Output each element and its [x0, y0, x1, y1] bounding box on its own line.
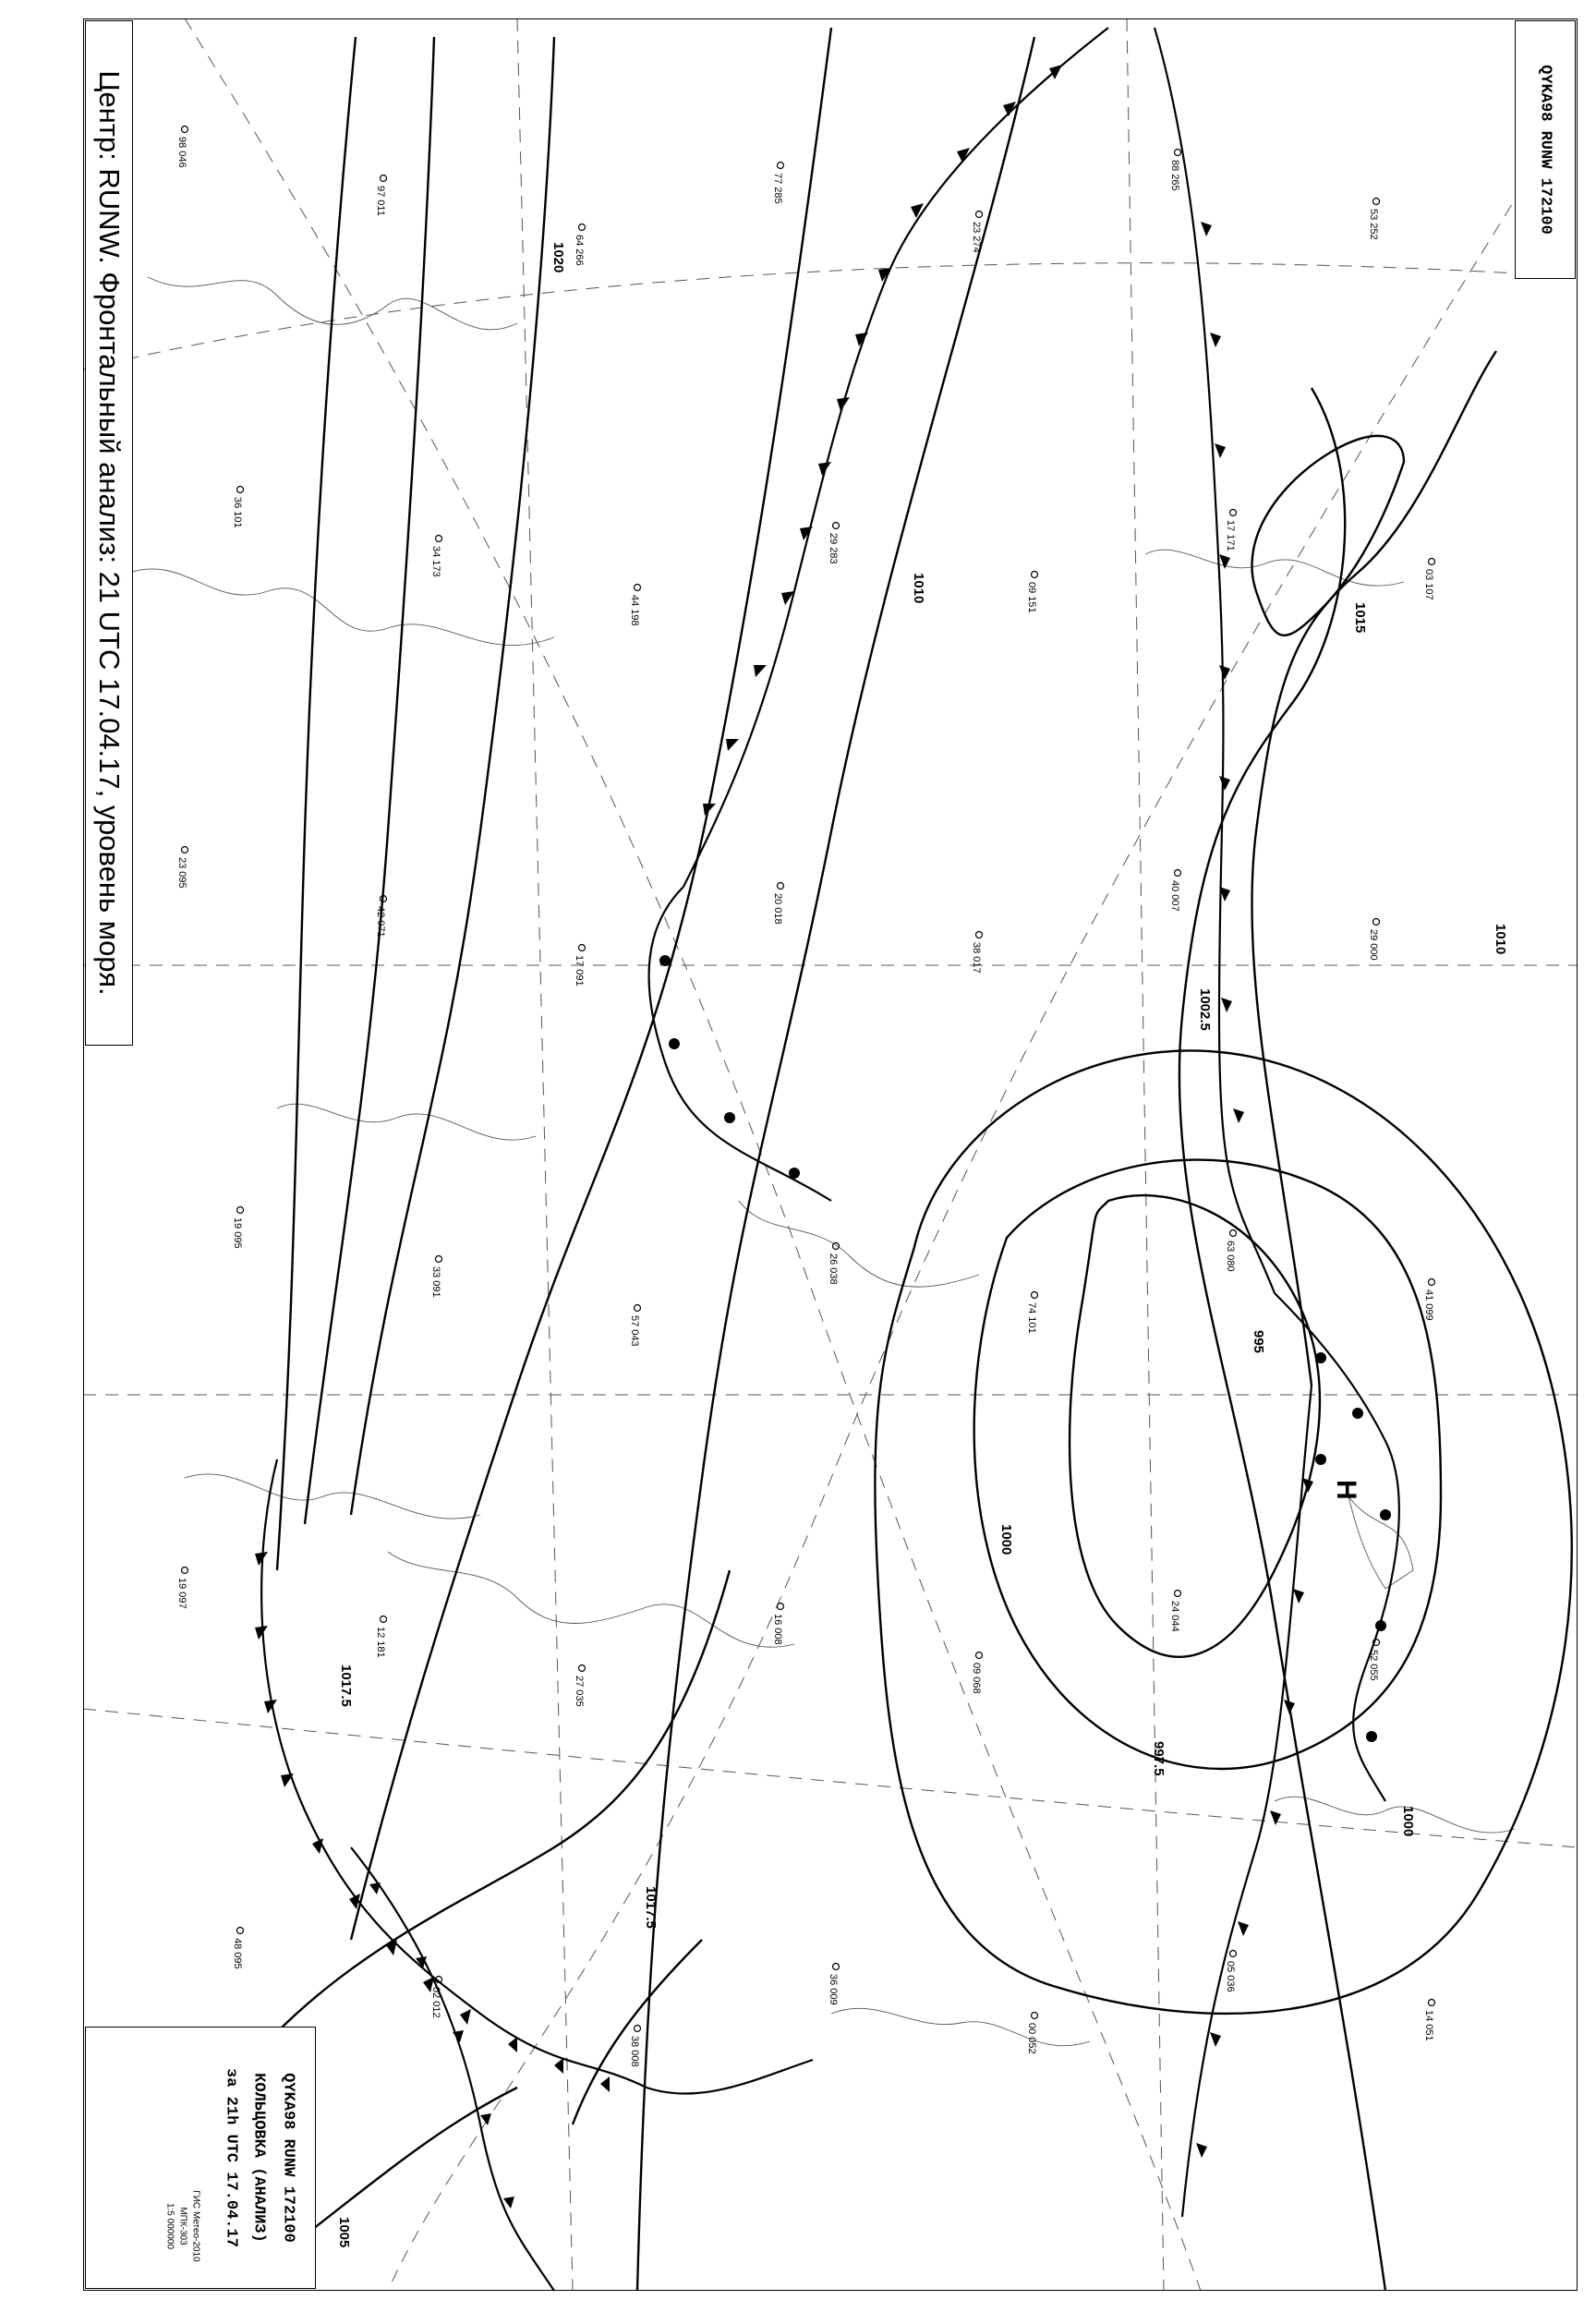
- isobar-label: 995: [1251, 1330, 1266, 1354]
- station-value: 36 009: [828, 1974, 839, 2005]
- station-value: 00 052: [1026, 2023, 1037, 2054]
- station-value: 44 198: [629, 595, 640, 626]
- station-value: 53 252: [1368, 209, 1379, 240]
- station-value: 12 181: [375, 1627, 386, 1658]
- station-value: 05 036: [1225, 1961, 1236, 1992]
- station-value: 38 008: [629, 2036, 640, 2067]
- info-software: ГИС Метео-2010: [190, 2190, 201, 2262]
- station-value: 23 274: [971, 222, 982, 253]
- station-value: 29 000: [1368, 929, 1379, 961]
- isobar-label: 1002.5: [1197, 988, 1213, 1031]
- station-value: 27 035: [574, 1676, 585, 1707]
- isobar-label: 1015: [1352, 602, 1368, 634]
- station-value: 02 012: [430, 1987, 441, 2018]
- station-value: 48 095: [232, 1938, 243, 1969]
- station-value: 41 099: [1423, 1289, 1434, 1321]
- info-code: QYKA98 RUNW 172100: [279, 2073, 297, 2243]
- station-value: 64 266: [574, 235, 585, 266]
- station-value: 09 151: [1026, 582, 1037, 613]
- isobar-label: 1017.5: [643, 1886, 659, 1929]
- station-value: 36 101: [232, 497, 243, 528]
- station-value: 23 095: [176, 857, 187, 889]
- isobar-label: 1017.5: [338, 1664, 354, 1707]
- station-value: 17 091: [574, 955, 585, 987]
- station-value: 97 011: [375, 186, 386, 216]
- station-value: 88 265: [1169, 160, 1180, 191]
- station-value: 63 080: [1225, 1241, 1236, 1272]
- info-product: КОЛЬЦОВКА (АНАЛИЗ): [249, 2073, 268, 2243]
- station-value: 98 046: [176, 137, 187, 168]
- isobar-label: 1000: [998, 1524, 1014, 1556]
- isobar-label: 997.5: [1151, 1741, 1167, 1776]
- station-value: 26 038: [828, 1253, 839, 1285]
- bulletin-code: QYKA98 RUNW 172100: [1536, 65, 1554, 235]
- map-frame: [83, 18, 1578, 2291]
- station-value: 40 007: [1169, 880, 1180, 912]
- station-value: 38 017: [971, 942, 982, 974]
- station-value: 57 043: [629, 1315, 640, 1347]
- station-value: 17 171: [1225, 520, 1236, 551]
- map-title: Центр: RUNW. Фронтальный анализ: 21 UTC 17.04.17, уровень моря.: [93, 70, 126, 996]
- station-value: 34 173: [430, 546, 441, 577]
- station-value: 20 018: [772, 893, 783, 925]
- station-value: 33 091: [430, 1266, 441, 1298]
- isobar-label: 1010: [1493, 924, 1508, 955]
- station-value: 74 101: [1026, 1302, 1037, 1334]
- isobar-label: 1005: [336, 2217, 352, 2248]
- station-value: 19 097: [176, 1578, 187, 1609]
- isobar-label: 1010: [911, 573, 926, 604]
- station-value: 52 055: [1368, 1650, 1379, 1681]
- station-value: 16 008: [772, 1614, 783, 1645]
- station-value: 77 285: [772, 173, 783, 204]
- isobar-label: 1020: [550, 242, 566, 273]
- info-scale: 1:5 000000: [164, 2202, 175, 2250]
- isobar-label: 1000: [1400, 1806, 1416, 1837]
- info-complex: МПК-303: [177, 2207, 188, 2246]
- station-value: 19 095: [232, 1217, 243, 1249]
- station-value: 42 071: [375, 906, 386, 938]
- station-value: 14 051: [1423, 2010, 1434, 2041]
- low-center-letter: Н: [1331, 1480, 1361, 1500]
- station-value: 09 068: [971, 1663, 982, 1694]
- info-time: за 21h UTC 17.04.17: [222, 2068, 240, 2247]
- station-value: 29 283: [828, 533, 839, 564]
- station-value: 03 107: [1423, 569, 1434, 600]
- station-value: 24 044: [1169, 1601, 1180, 1632]
